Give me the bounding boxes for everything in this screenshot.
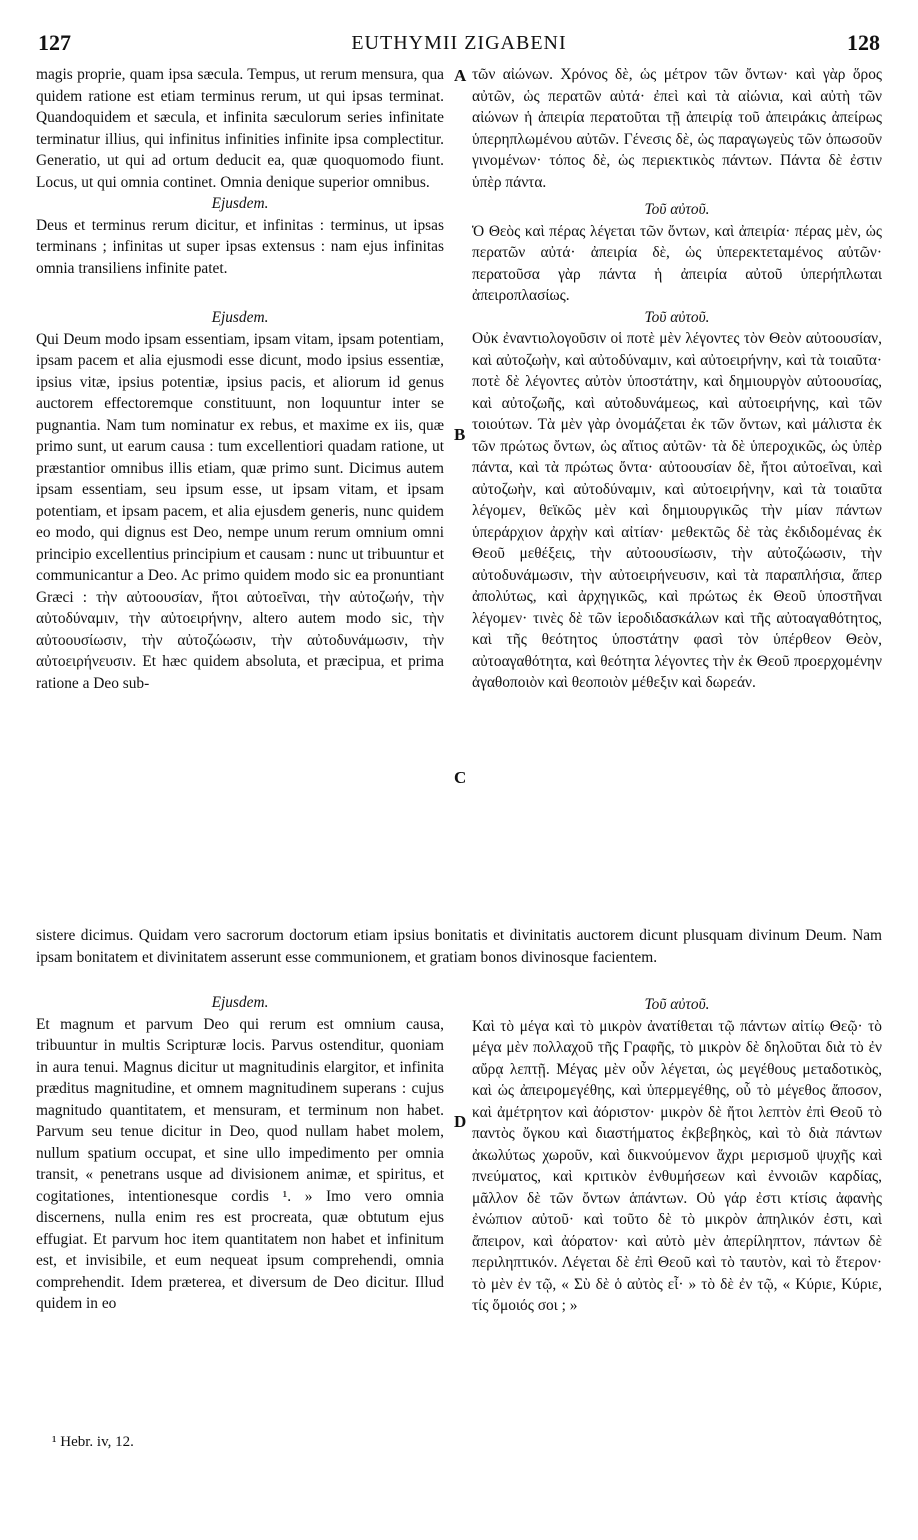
latin-heading-ejusdem-2: Ejusdem. [211,309,269,326]
greek-heading-tou-autou-3: Τοῦ αὐτοῦ. [644,996,710,1013]
latin-paragraph-3: Qui Deum modo ipsam essentiam, ipsam vitam, ipsam potentiam, ipsam pacem et alia ejusmodi esse dicunt, modo ipsius essentiæ, ipsius vitæ, ipsius potentiæ, ipsius pacis, et aliorum id genus auctorem effectoremque constituunt, non loquuntur inter se pugnantia. Nam tum nominatur ex rebus, et maxime ex iis, quæ primo sunt, ut earum causa : tum excellentiori quadam ratione, ut præstantior omnibus illis etiam, quæ primo sunt. Dicimus autem ipsam essentiam, seu ipsum esse, ut ipsam vitam, et ipsam potentiam, et ipsam pacem, et alia ejusdem generis, nunc quidem eo modo, qui dignus est Deo, nempe unum rerum omnium omni principio excellentius principium et causam : nunc ut tribuuntur et communicantur a Deo. Ac primo quidem modo sic ea pronuntiant Græci : τὴν αὐτοουσίαν, ἤτοι αὐτοεῖναι, τὴν αὐτοζωήν, τὴν αὐτοδύναμιν, τὴν αὐτοειρήνην, altero autem modo sic, τὴν αὐτοουσίωσιν, τὴν αὐτοζώωσιν, τὴν αὐτοδυνάμωσιν, τὴν αὐτοειρήνευσιν. Et hæc quidem absoluta, et præcipua, et prima ratione a Deo sub- [36,330,444,692]
page-number-right: 128 [847,30,880,55]
greek-heading-tou-autou-2: Τοῦ αὐτοῦ. [644,308,710,326]
margin-letter-c: C [454,768,467,787]
latin-paragraph-2: Deus et terminus rerum dicitur, et infinitas : terminus, ut ipsas terminans ; infinitas ut super ipsas extensus : nam ejus infinitas omnia transiliens infinite patet. [36,216,444,277]
margin-letter-d: D [454,1112,467,1131]
page-header [38,30,880,60]
latin-column-bottom [36,992,444,1315]
greek-column-top [472,64,882,694]
greek-heading-tou-autou-1: Τοῦ αὐτοῦ. [644,201,710,218]
greek-paragraph-2: Ὁ Θεὸς καὶ πέρας λέγεται τῶν ὄντων, καὶ ἀπειρία· πέρας μὲν, ὡς περατῶν αὐτά· ἀπειρία δὲ, ὡς ὑπερεκτεταμένος αὐτῶν· περατοῦσα γὰρ πάντα ἡ ἀπειρία αὐτοῦ ὑπερήπλωται ἀπειροπλασίως. [472,222,882,304]
page-number-left: 127 [38,30,71,55]
greek-column-bottom [472,994,882,1317]
latin-heading-ejusdem-3: Ejusdem. [211,994,269,1011]
latin-paragraph-4: Et magnum et parvum Deo qui rerum est omnium causa, tribuuntur in multis Scripturæ locis. Parvus ostenditur, quoniam in aura tenui. Magnus dicitur ut magnitudinis elargitor, et infinita præditus magnitudine, et omnem magnitudinem superans : cujus magnitudo quantitatem, et mensuram, et terminum non habet. Parvum seu tenue dicitur in Deo, quod nullam habet molem, nullum spatium occupat, et sine ullo impedimento per omnia transit, « penetrans usque ad divisionem animæ, et spiritus, et cogitationes, intentionesque cordis ¹. » Imo vero omnia discernens, nulla enim res est procreata, quæ obtutum ejus effugiat. Et parvum hoc item quantitatem non habet et infinitum est, et invisibile, et eum nequeat ipsum comprehendi, omnia comprehendit. Idem præterea, et diversum de Deo dicitur. Illud quidem in eo [36,1015,444,1312]
latin-paragraph-1: magis proprie, quam ipsa sæcula. Tempus, ut rerum mensura, qua quidem ratione est etiam terminus rerum, ut qui ipsas terminat. Quandoquidem et sæcula, et infinita sæculorum series infinitate terminatur illius, qui infinitus infinities infinite ipsa complectitur. Generatio, ut qui ad ortum deducit ea, quæ quoquomodo fiunt. Locus, ut qui omnia continet. Omnia denique superior omnibus. [36,66,444,191]
margin-letter-a: A [454,66,467,85]
running-title: EUTHYMII ZIGABENI [351,32,567,54]
greek-paragraph-1: τῶν αἰώνων. Χρόνος δὲ, ὡς μέτρον τῶν ὄντων· καὶ γὰρ ὅρος αὐτῶν, ὡς περατῶν αὐτά· ἐπεὶ καὶ τὰ αἰώνια, καὶ αὐτὴ τῶν αἰώνων ἡ ἀπειρία περατοῦται τῇ ἀπειρίᾳ τοῦ ἀπειράκις ἀπείρως ὑπερηπλωμένου αὐτῶν. Γένεσις δὲ, ὡς παραγωγεὺς τῶν ὁπωσοῦν γινομένων· τόπος δὲ, ὡς περιεκτικὸς πάντων. Πάντα δὲ ἐστιν ὑπὲρ πάντα. [472,66,882,191]
greek-paragraph-4: Καὶ τὸ μέγα καὶ τὸ μικρὸν ἀνατίθεται τῷ πάντων αἰτίῳ Θεῷ· τὸ μέγα μὲν πολλαχοῦ τῆς Γραφῆς, τὸ μικρὸν δὲ δηλοῦται διὰ τὸ ἐν αὔρᾳ λεπτῇ. Μέγας μὲν οὖν λέγεται, ὡς μεγέθους μεταδοτικὸς, καὶ ὡς ἀπειρομεγέθης, καὶ ὑπερμεγέθης, οὗ τὸ μέγεθος ἄποσον, καὶ ἀμέτρητον καὶ ἀόριστον· μικρὸν δὲ ἤτοι λεπτὸν ἐπὶ Θεοῦ τὸ παντὸς ὄγκου καὶ διαστήματος ἐκβεβηκὸς, καὶ τὸ διὰ πάντων ἀκωλύτως χωροῦν, καὶ διικνούμενον ἄχρι μερισμοῦ ψυχῆς καὶ πνεύματος, καὶ κριτικὸν ἐνθυμήσεων καὶ ἐννοιῶν καρδίας, μᾶλλον δὲ τῶν ὄντων ἁπάντων. Οὐ γάρ ἐστι κτίσις ἀφανὴς ἐνώπιον αὐτοῦ· καὶ τοῦτο δὲ τὸ μικρὸν ἀπηλικόν ἐστι, καὶ ἄπειρον, καὶ ἀόρατον· καὶ αὐτὸ μὲν ἀπερίληπτον, πάντων δὲ περιληπτικόν. Λέγεται δὲ ἐπὶ Θεοῦ καὶ τὸ ταυτὸν, καὶ τὸ ἕτερον· τὸ μὲν ἐν τῷ, « Σὺ δὲ ὁ αὐτὸς εἶ· » τὸ δὲ ἐν τῷ, « Κύριε, Κύριε, τίς ὅμοιός σοι ; » [472,1017,882,1314]
latin-column-top [36,64,444,694]
greek-paragraph-3: Οὐκ ἐναντιολογοῦσιν οἱ ποτὲ μὲν λέγοντες τὸν Θεὸν αὐτοουσίαν, καὶ αὐτοζωὴν, καὶ αὐτοδύναμιν, καὶ αὐτοειρήνην, καὶ τὰ τοιαῦτα· ποτὲ δὲ λέγοντες αὐτὸν ὑποστάτην, καὶ δημιουργὸν αὐτοουσίας, καὶ αὐτοζωῆς, καὶ αὐτοδυνάμεως, καὶ αὐτοειρήνης, καὶ τῶν τοιούτων. Τὰ μὲν γὰρ ὀνομάζεται ἐκ τῶν ὄντων, καὶ μάλιστα ἐκ τῶν πρώτως ὄντων, ὡς αἴτιος αὐτῶν· τὰ δὲ ὑπεροχικῶς, ὡς ὑπὲρ πάντα, καὶ τὰ πρώτως ὄντα· αὐτοουσίαν δὲ, ἤτοι αὐτοεῖναι, καὶ αὐτοζωὴν, καὶ αὐτοδύναμιν, καὶ αὐτοειρήνην, καὶ τὰ τοιαῦτα λέγομεν, θεϊκῶς μὲν καὶ δημιουργικῶς τὴν μίαν πάντων ὑπεράρχιον ἀρχὴν καὶ αἰτίαν· μεθεκτῶς δὲ τὰς ἐκδιδομένας ἐκ Θεοῦ μεθέξεις, τὴν αὐτοουσίωσιν, τὴν αὐτοζώωσιν, τὴν αὐτοδυνάμωσιν, τὴν αὐτοειρήνευσιν, καὶ τὰ παραπλήσια, ἅπερ ἀπολύτως, καὶ ἀρχηγικῶς, καὶ πρώτως ἐκ Θεοῦ ὑποστῆναι λέγομεν· τινὲς δὲ τῶν ἱεροδιδασκάλων καὶ τῆς αὐτοαγαθότητος, καὶ τῆς θεότητος ὑποστάτην φασὶ τὸν ὑπέρθεον Θεὸν, αὐτοαγαθότητα, καὶ θεότητα λέγοντες τὴν ἐκ Θεοῦ προερχομένην ἀγαθοποιὸν καὶ θεοποιὸν μέθεξιν καὶ δωρεάν. [472,330,882,691]
footnote: ¹ Hebr. iv, 12. [52,1434,134,1450]
latin-heading-ejusdem-1: Ejusdem. [211,195,269,212]
latin-wide-continuation: sistere dicimus. Quidam vero sacrorum doctorum etiam ipsius bonitatis et divinitatis auctorem dicunt plusquam divinum Deum. Nam ipsam bonitatem et divinitatem asserunt esse communionem, et gratiam bonos divinosque facientem. [36,927,882,966]
margin-letter-b: B [454,425,466,444]
